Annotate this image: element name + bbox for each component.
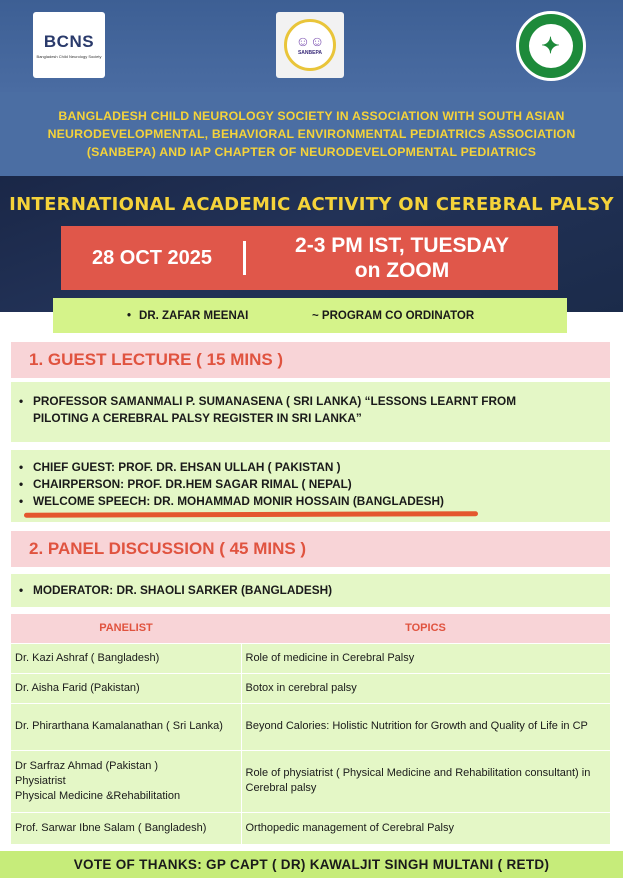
association-text: BANGLADESH CHILD NEUROLOGY SOCIETY IN ASSOCIATION WITH SOUTH ASIAN NEURODEVELOPMENTAL, BEHAVIORAL ENVIRONMENTAL PEDIATRICS ASSOCIATION (SANBEPA) AND IAP CHAPTER OF NEURODEVELOPMENTAL PEDIATRICS xyxy=(47,109,576,159)
bcns-logo xyxy=(33,12,105,78)
coordinator-name: • DR. ZAFAR MEENAI xyxy=(127,310,248,322)
sanbepa-logo xyxy=(276,12,344,78)
vote-of-thanks: VOTE OF THANKS: GP CAPT ( DR) KAWALJIT SINGH MULTANI ( RETD) xyxy=(0,851,623,878)
panelist-cell: Dr Sarfraz Ahmad (Pakistan ) Physiatrist Physical Medicine &Rehabilitation xyxy=(11,750,241,812)
chief-guest: CHIEF GUEST: PROF. DR. EHSAN ULLAH ( PAKISTAN ) xyxy=(33,460,341,474)
table-header-row xyxy=(11,614,610,643)
table-row xyxy=(11,750,610,812)
event-platform: on ZOOM xyxy=(354,259,450,282)
family-icon: ☺☺ xyxy=(295,33,325,49)
iap-logo xyxy=(513,11,588,81)
chairperson: CHAIRPERSON: PROF. DR.HEM SAGAR RIMAL ( NEPAL) xyxy=(33,477,352,491)
section-guest-lecture-heading: 1. GUEST LECTURE ( 15 MINS ) xyxy=(11,342,610,378)
event-date: 28 OCT 2025 xyxy=(91,246,213,269)
panel-table xyxy=(11,614,610,844)
topic-cell: Orthopedic management of Cerebral Palsy xyxy=(241,812,610,844)
date-time-box xyxy=(61,226,558,290)
list-item: • WELCOME SPEECH: DR. MOHAMMAD MONIR HOSSAIN (BANGLADESH) xyxy=(19,494,444,508)
sanbepa-logo-text: SANBEPA xyxy=(297,50,323,56)
list-item: • CHAIRPERSON: PROF. DR.HEM SAGAR RIMAL ( NEPAL) xyxy=(19,477,352,491)
panelist-cell: Dr. Kazi Ashraf ( Bangladesh) xyxy=(11,643,241,673)
bcns-logo-tagline: Bangladesh Child Neurology Society xyxy=(36,53,102,59)
moderator: MODERATOR: DR. SHAOLI SARKER (BANGLADESH) xyxy=(33,583,333,597)
column-header-panelist: PANELIST xyxy=(11,614,241,643)
section-panel-discussion-heading: 2. PANEL DISCUSSION ( 45 MINS ) xyxy=(11,531,610,567)
panelist-cell: Dr. Phirarthana Kamalanathan ( Sri Lanka) xyxy=(11,703,241,750)
moderator-box xyxy=(11,574,610,607)
panelist-cell: Dr. Aisha Farid (Pakistan) xyxy=(11,673,241,703)
event-time xyxy=(246,233,558,283)
topic-cell: Role of physiatrist ( Physical Medicine and Rehabilitation consultant) in Cerebral palsy xyxy=(241,750,610,812)
list-item: • CHIEF GUEST: PROF. DR. EHSAN ULLAH ( PAKISTAN ) xyxy=(19,460,341,474)
association-band xyxy=(0,92,623,176)
topic-cell: Role of medicine in Cerebral Palsy xyxy=(241,643,610,673)
welcome-speech: WELCOME SPEECH: DR. MOHAMMAD MONIR HOSSAIN (BANGLADESH) xyxy=(33,494,444,508)
panelist-cell: Prof. Sarwar Ibne Salam ( Bangladesh) xyxy=(11,812,241,844)
bcns-logo-text-b: NS xyxy=(69,31,95,51)
topic-cell: Beyond Calories: Holistic Nutrition for Growth and Quality of Life in CP xyxy=(241,703,610,750)
activity-title: INTERNATIONAL ACADEMIC ACTIVITY ON CEREBRAL PALSY xyxy=(9,194,614,215)
event-time-line1: 2-3 PM IST, TUESDAY xyxy=(295,234,509,257)
table-row xyxy=(11,643,610,673)
bcns-logo-text-a: BC xyxy=(43,31,70,51)
guest-lecture-text: PROFESSOR SAMANMALI P. SUMANASENA ( SRI LANKA) “LESSONS LEARNT FROM PILOTING A CEREBRAL PALSY REGISTER IN SRI LANKA” xyxy=(33,394,517,425)
list-item: • PROFESSOR SAMANMALI P. SUMANASENA ( SRI LANKA) “LESSONS LEARNT FROM PILOTING A CEREBRAL PALSY REGISTER IN SRI LANKA” xyxy=(11,393,570,427)
table-row xyxy=(11,703,610,750)
list-item: • MODERATOR: DR. SHAOLI SARKER (BANGLADESH) xyxy=(19,583,333,597)
child-figure-icon: ✦ xyxy=(529,24,573,68)
guest-lecture-box xyxy=(11,382,610,442)
coordinator-role: ~ PROGRAM CO ORDINATOR xyxy=(312,309,475,322)
topic-cell: Botox in cerebral palsy xyxy=(241,673,610,703)
table-row xyxy=(11,673,610,703)
coordinator-box xyxy=(53,298,567,333)
column-header-topics: TOPICS xyxy=(241,614,610,643)
table-row xyxy=(11,812,610,844)
